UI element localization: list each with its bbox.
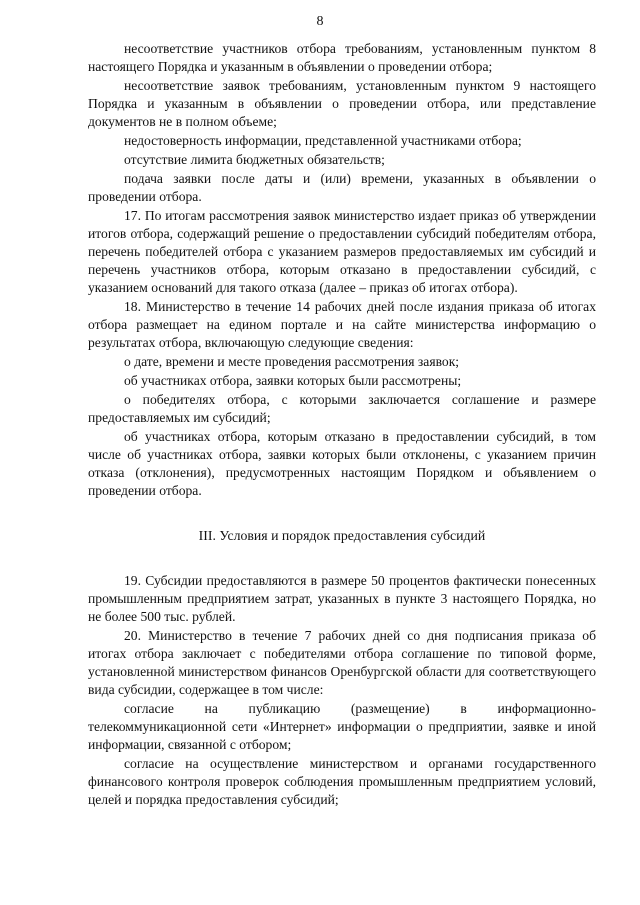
paragraph: отсутствие лимита бюджетных обязательств; bbox=[124, 152, 385, 167]
paragraph: несоответствие участников отбора требованиям, установленным пунктом 8 настоящего Порядка и указанным в объявлении о проведении отбора; bbox=[88, 41, 596, 74]
paragraph-item-19: 19. Субсидии предоставляются в размере 50 процентов фактически понесенных промышленным предприятием затрат, указанных в пункте 3 настоящего Порядка, но не более 500 тыс. рублей. bbox=[88, 573, 596, 624]
paragraph-item-18: 18. Министерство в течение 14 рабочих дней после издания приказа об итогах отбора размещает на едином портале и на сайте министерства информацию о результатах отбора, включающую следующие сведения: bbox=[88, 299, 596, 350]
document-body bbox=[88, 40, 596, 809]
paragraph-item-20: 20. Министерство в течение 7 рабочих дней со дня подписания приказа об итогах отбора заключает с победителями отбора соглашение по типовой форме, установленной министерством финансов Оренбургской области для соответствующего вида субсидии, содержащее в том числе: bbox=[88, 628, 596, 697]
paragraph: согласие на осуществление министерством и органами государственного финансового контроля проверок соблюдения промышленным предприятием условий, целей и порядка предоставления субсидий; bbox=[88, 756, 596, 807]
page-number: 8 bbox=[316, 14, 324, 29]
paragraph-item-17: 17. По итогам рассмотрения заявок министерство издает приказ об утверждении итогов отбора, содержащий решение о предоставлении субсидий победителям отбора, перечень победителей отбора с указанием размеров предоставляемых им субсидий и перечень участников отбора, которым отказано в предоставлении субсидий, с указанием оснований для такого отказа (далее – приказ об итогах отбора). bbox=[88, 208, 596, 295]
paragraph: об участниках отбора, заявки которых были рассмотрены; bbox=[124, 373, 462, 388]
paragraph: подача заявки после даты и (или) времени, указанных в объявлении о проведении отбора. bbox=[88, 171, 596, 204]
paragraph: несоответствие заявок требованиям, установленным пунктом 9 настоящего Порядка и указанным в объявлении о проведении отбора, или представление документов не в полном объеме; bbox=[88, 78, 596, 129]
paragraph: согласие на публикацию (размещение) в информационно-телекоммуникационной сети «Интернет» информации о предприятии, заявке и иной информации, связанной с отбором; bbox=[88, 701, 596, 752]
paragraph: о дате, времени и месте проведения рассмотрения заявок; bbox=[124, 354, 460, 369]
section-heading: III. Условия и порядок предоставления субсидий bbox=[198, 528, 486, 543]
paragraph: об участниках отбора, которым отказано в предоставлении субсидий, в том числе об участниках отбора, заявки которых были отклонены, с указанием причин отказа (отклонения), предусмотренных настоящим Порядком и объявлением о проведении отбора. bbox=[88, 429, 596, 498]
paragraph: недостоверность информации, представленной участниками отбора; bbox=[124, 133, 522, 148]
paragraph: о победителях отбора, с которыми заключается соглашение и размере предоставляемых им субсидий; bbox=[88, 392, 596, 425]
